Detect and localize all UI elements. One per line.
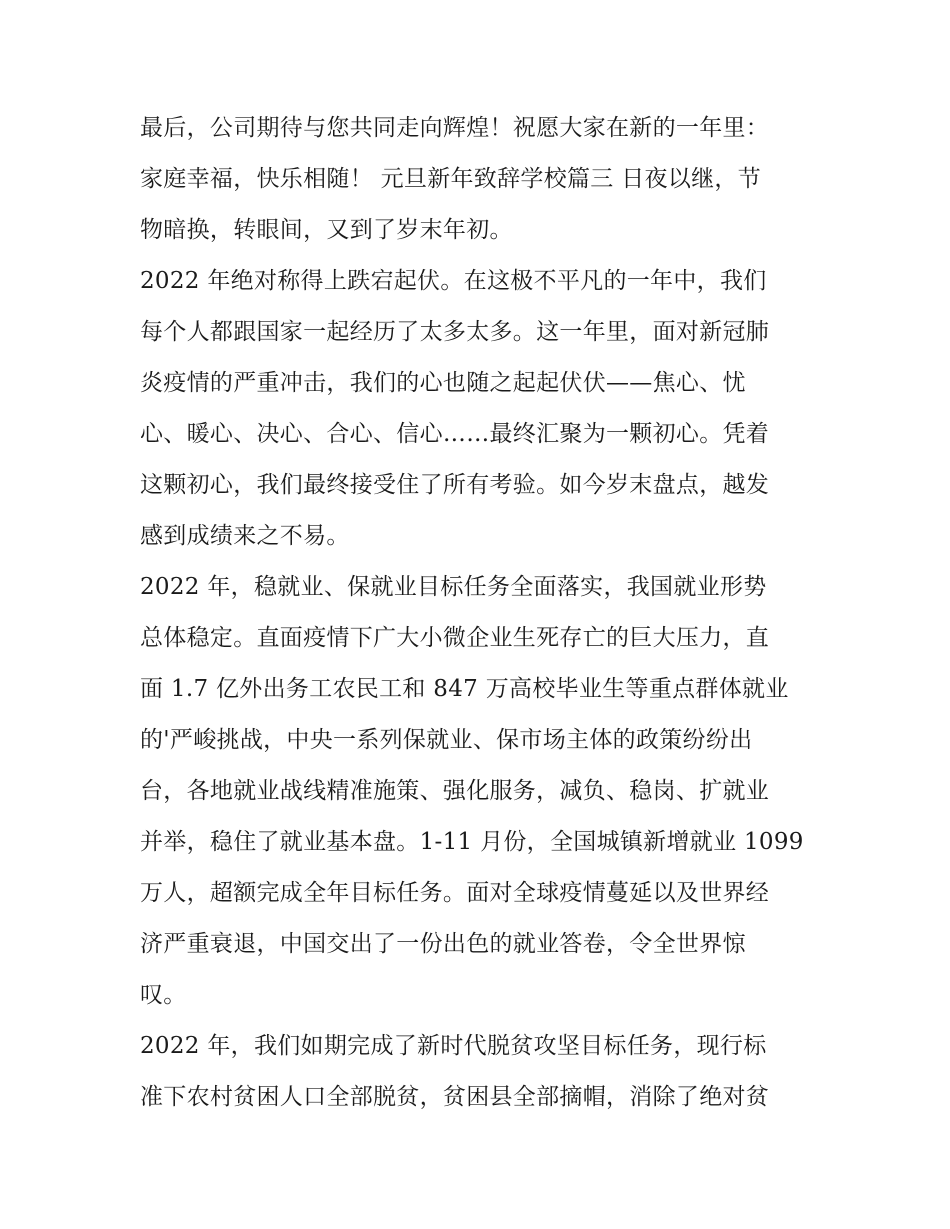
paragraph-1	[140, 103, 812, 256]
paragraph-3	[140, 562, 812, 1021]
text-line: 万人，超额完成全年目标任务。面对全球疫情蔓延以及世界经	[140, 880, 770, 906]
text-line: 面 1.7 亿外出务工农民工和 847 万高校毕业生等重点群体就业	[140, 676, 789, 702]
text-line: 炎疫情的严重冲击，我们的心也随之起起伏伏——焦心、忧	[140, 370, 746, 396]
text-line: 2022 年，我们如期完成了新时代脱贫攻坚目标任务，现行标	[140, 1033, 767, 1059]
text-line: 2022 年，稳就业、保就业目标任务全面落实，我国就业形势	[140, 574, 767, 600]
paragraph-4	[140, 1021, 812, 1123]
text-line: 并举，稳住了就业基本盘。1-11 月份，全国城镇新增就业 1099	[140, 829, 804, 855]
text-line: 准下农村贫困人口全部脱贫，贫困县全部摘帽，消除了绝对贫	[140, 1084, 770, 1110]
text-line: 台，各地就业战线精准施策、强化服务，减负、稳岗、扩就业	[140, 778, 770, 804]
document-body	[140, 103, 812, 1123]
text-line: 这颗初心，我们最终接受住了所有考验。如今岁末盘点，越发	[140, 472, 770, 498]
paragraph-2	[140, 256, 812, 562]
text-line: 物暗换，转眼间，又到了岁末年初。	[140, 217, 513, 243]
text-line: 每个人都跟国家一起经历了太多太多。这一年里，面对新冠肺	[140, 319, 770, 345]
text-line: 家庭幸福，快乐相随！ 元旦新年致辞学校篇三 日夜以继，节	[140, 166, 762, 192]
text-line: 最后，公司期待与您共同走向辉煌！祝愿大家在新的一年里：	[140, 115, 770, 141]
text-line: 济严重衰退，中国交出了一份出色的就业答卷，令全世界惊	[140, 931, 746, 957]
text-line: 2022 年绝对称得上跌宕起伏。在这极不平凡的一年中，我们	[140, 268, 767, 294]
text-line: 总体稳定。直面疫情下广大小微企业生死存亡的巨大压力，直	[140, 625, 770, 651]
text-line: 心、暖心、决心、合心、信心……最终汇聚为一颗初心。凭着	[140, 421, 770, 447]
text-line: 叹。	[140, 982, 187, 1008]
text-line: 感到成绩来之不易。	[140, 523, 350, 549]
text-line: 的'严峻挑战，中央一系列保就业、保市场主体的政策纷纷出	[140, 727, 753, 753]
